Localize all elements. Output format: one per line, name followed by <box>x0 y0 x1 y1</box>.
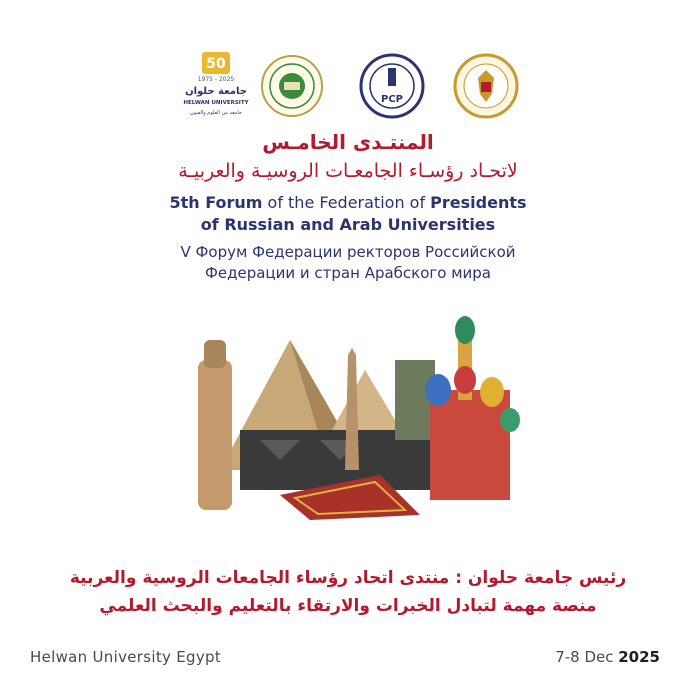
forum-subtitle-arabic: لاتحـاد رؤسـاء الجامعـات الروسيـة والعربيـة <box>178 160 518 182</box>
logo-row <box>0 48 696 128</box>
footer-date-year: 2025 <box>618 648 660 666</box>
svg-text:HELWAN UNIVERSITY: HELWAN UNIVERSITY <box>183 100 249 106</box>
headline-arabic-line1: رئيس جامعة حلوان : منتدى اتحاد رؤساء الجامعات الروسية والعربية <box>69 568 627 588</box>
landmarks-collage <box>180 300 530 520</box>
forum-title-russian <box>0 242 696 284</box>
title-en-bold-2: Presidents <box>430 193 527 212</box>
svg-text:1975 - 2025: 1975 - 2025 <box>197 76 235 83</box>
forum-title-arabic: المنتـدى الخامـس <box>262 130 434 154</box>
title-ru-line2: Федерации и стран Арабского мира <box>204 264 492 282</box>
title-en-line2: of Russian and Arab Universities <box>200 215 496 234</box>
ministry-of-higher-education-logo <box>450 48 522 128</box>
footer-date-days: 7-8 Dec <box>555 648 619 666</box>
svg-text:جامعة حلوان: جامعة حلوان <box>185 86 247 97</box>
svg-text:50: 50 <box>206 56 226 72</box>
title-en-bold-1: 5th Forum <box>169 193 263 212</box>
title-en-regular: of the Federation of <box>262 193 431 212</box>
footer-university: Helwan University Egypt <box>30 648 222 666</box>
forum-title-english <box>0 192 696 236</box>
helwan-university-logo <box>180 48 252 128</box>
svg-text:РСР: РСР <box>381 94 403 105</box>
footer-date <box>555 648 660 666</box>
russian-union-of-rectors-logo <box>356 48 428 128</box>
title-ru-line1: V Форум Федерации ректоров Российской <box>180 243 516 261</box>
svg-text:جامعة من العلوم والفنون: جامعة من العلوم والفنون <box>190 110 242 116</box>
headline-arabic-line2: منصة مهمة لتبادل الخبرات والارتقاء بالتعليم والبحث العلمي <box>99 596 597 616</box>
association-of-arab-universities-logo <box>256 48 328 128</box>
